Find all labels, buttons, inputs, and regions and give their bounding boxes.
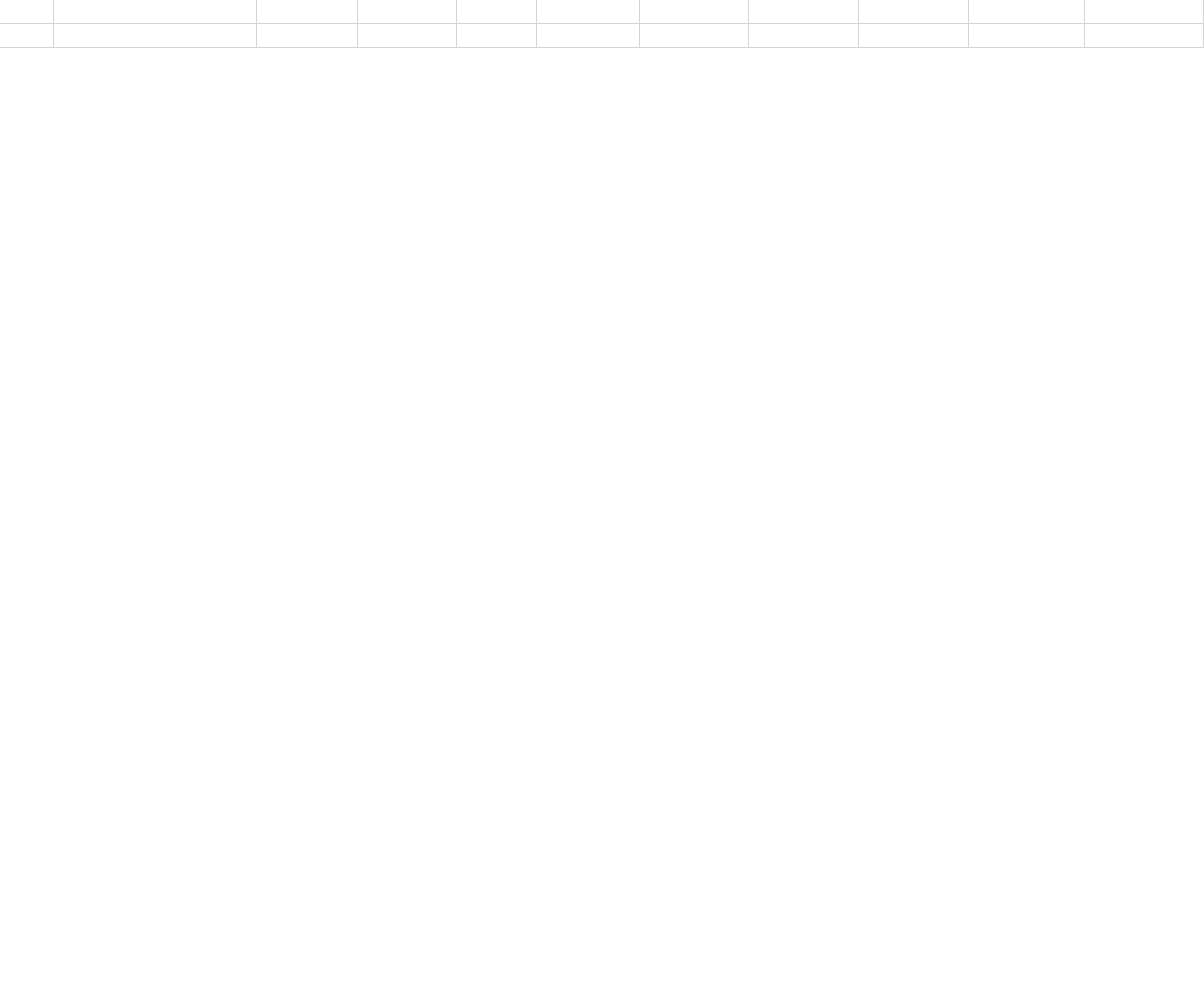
- header-order-date[interactable]: [358, 0, 457, 24]
- cell[interactable]: [257, 24, 358, 48]
- cell[interactable]: [54, 0, 257, 24]
- unit-current-price[interactable]: [749, 24, 859, 48]
- cell[interactable]: [0, 0, 54, 24]
- cell[interactable]: [54, 24, 257, 48]
- header-pct-gain-loss[interactable]: [1085, 0, 1204, 24]
- unit-gain-loss[interactable]: [969, 24, 1085, 48]
- header-row: [0, 0, 1204, 24]
- cell[interactable]: [1085, 24, 1204, 48]
- header-current-price[interactable]: [749, 0, 859, 24]
- unit-current-value[interactable]: [859, 24, 969, 48]
- unit-bought-value[interactable]: [640, 24, 749, 48]
- cell[interactable]: [0, 24, 54, 48]
- cell[interactable]: [457, 24, 537, 48]
- header-stock-code[interactable]: [257, 0, 358, 24]
- header-bought-value[interactable]: [640, 0, 749, 24]
- header-current-value[interactable]: [859, 0, 969, 24]
- header-qty[interactable]: [457, 0, 537, 24]
- header-units-row: [0, 24, 1204, 48]
- unit-bought-price[interactable]: [537, 24, 640, 48]
- header-gain-loss[interactable]: [969, 0, 1085, 24]
- header-bought-price[interactable]: [537, 0, 640, 24]
- cell[interactable]: [358, 24, 457, 48]
